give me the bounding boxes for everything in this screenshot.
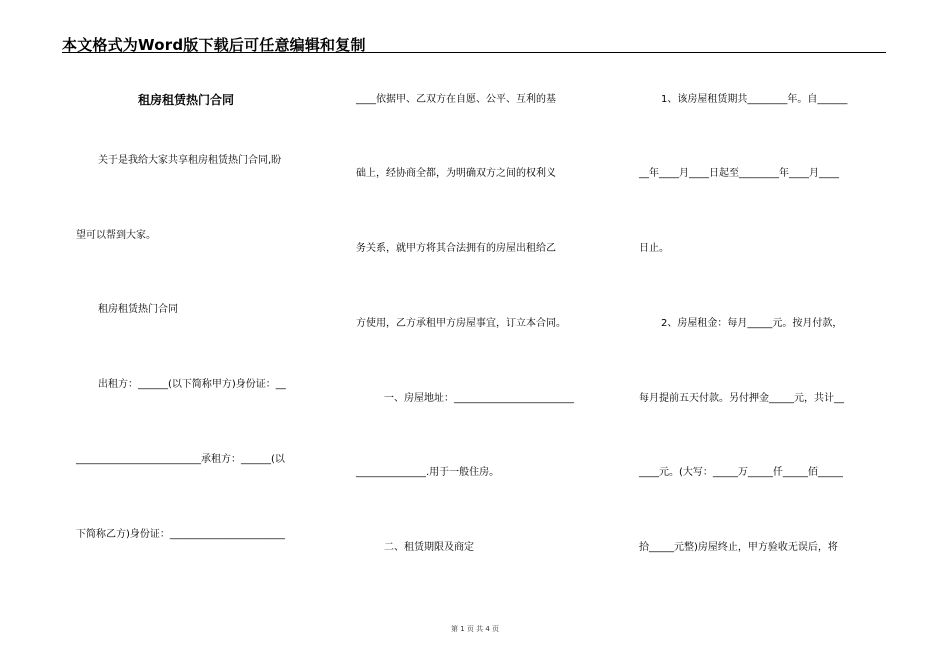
paragraph-line: 关于是我给大家共享租房租赁热门合同,盼 <box>98 155 282 166</box>
section-heading: 一、房屋地址：________________________ <box>384 393 574 404</box>
paragraph-line: _________________________承租方：______(以 <box>76 454 285 465</box>
paragraph-line: ______________.用于一般住房。 <box>356 467 500 478</box>
header-rule <box>62 52 886 53</box>
paragraph-line: 方使用，乙方承租甲方房屋事宜，订立本合同。 <box>356 318 566 329</box>
paragraph-line: 望可以帮到大家。 <box>76 230 156 241</box>
section-heading: 二、租赁期限及商定 <box>384 542 474 553</box>
paragraph-line: 拾_____元整)房屋终止，甲方验收无误后，将 <box>639 542 838 553</box>
paragraph-line: __年____月____日起至________年____月____ <box>639 168 839 179</box>
paragraph-line: 下简称乙方)身份证：_______________________ <box>76 529 285 540</box>
paragraph-line: 1、该房屋租赁期共________年。自______ <box>661 94 848 105</box>
paragraph-line: 日止。 <box>639 243 669 254</box>
document-header: 本文格式为Word版下载后可任意编辑和复制 <box>62 36 366 54</box>
document-title: 租房租赁热门合同 <box>138 93 235 107</box>
paragraph-line: ____元。(大写：_____万_____仟_____佰_____ <box>639 467 843 478</box>
paragraph-line: 租房租赁热门合同 <box>98 304 178 315</box>
paragraph-line: 2、房屋租金：每月_____元。按月付款， <box>661 318 843 329</box>
paragraph-line: 础上，经协商全都，为明确双方之间的权利义 <box>356 168 556 179</box>
paragraph-line: 每月提前五天付款。另付押金_____元，共计__ <box>639 393 844 404</box>
paragraph-line: 出租方：______(以下简称甲方)身份证：__ <box>98 379 286 390</box>
paragraph-line: ____依据甲、乙双方在自愿、公平、互利的基 <box>356 94 556 105</box>
paragraph-line: 务关系，就甲方将其合法拥有的房屋出租给乙 <box>356 243 556 254</box>
page-number: 第 1 页 共 4 页 <box>450 625 500 633</box>
